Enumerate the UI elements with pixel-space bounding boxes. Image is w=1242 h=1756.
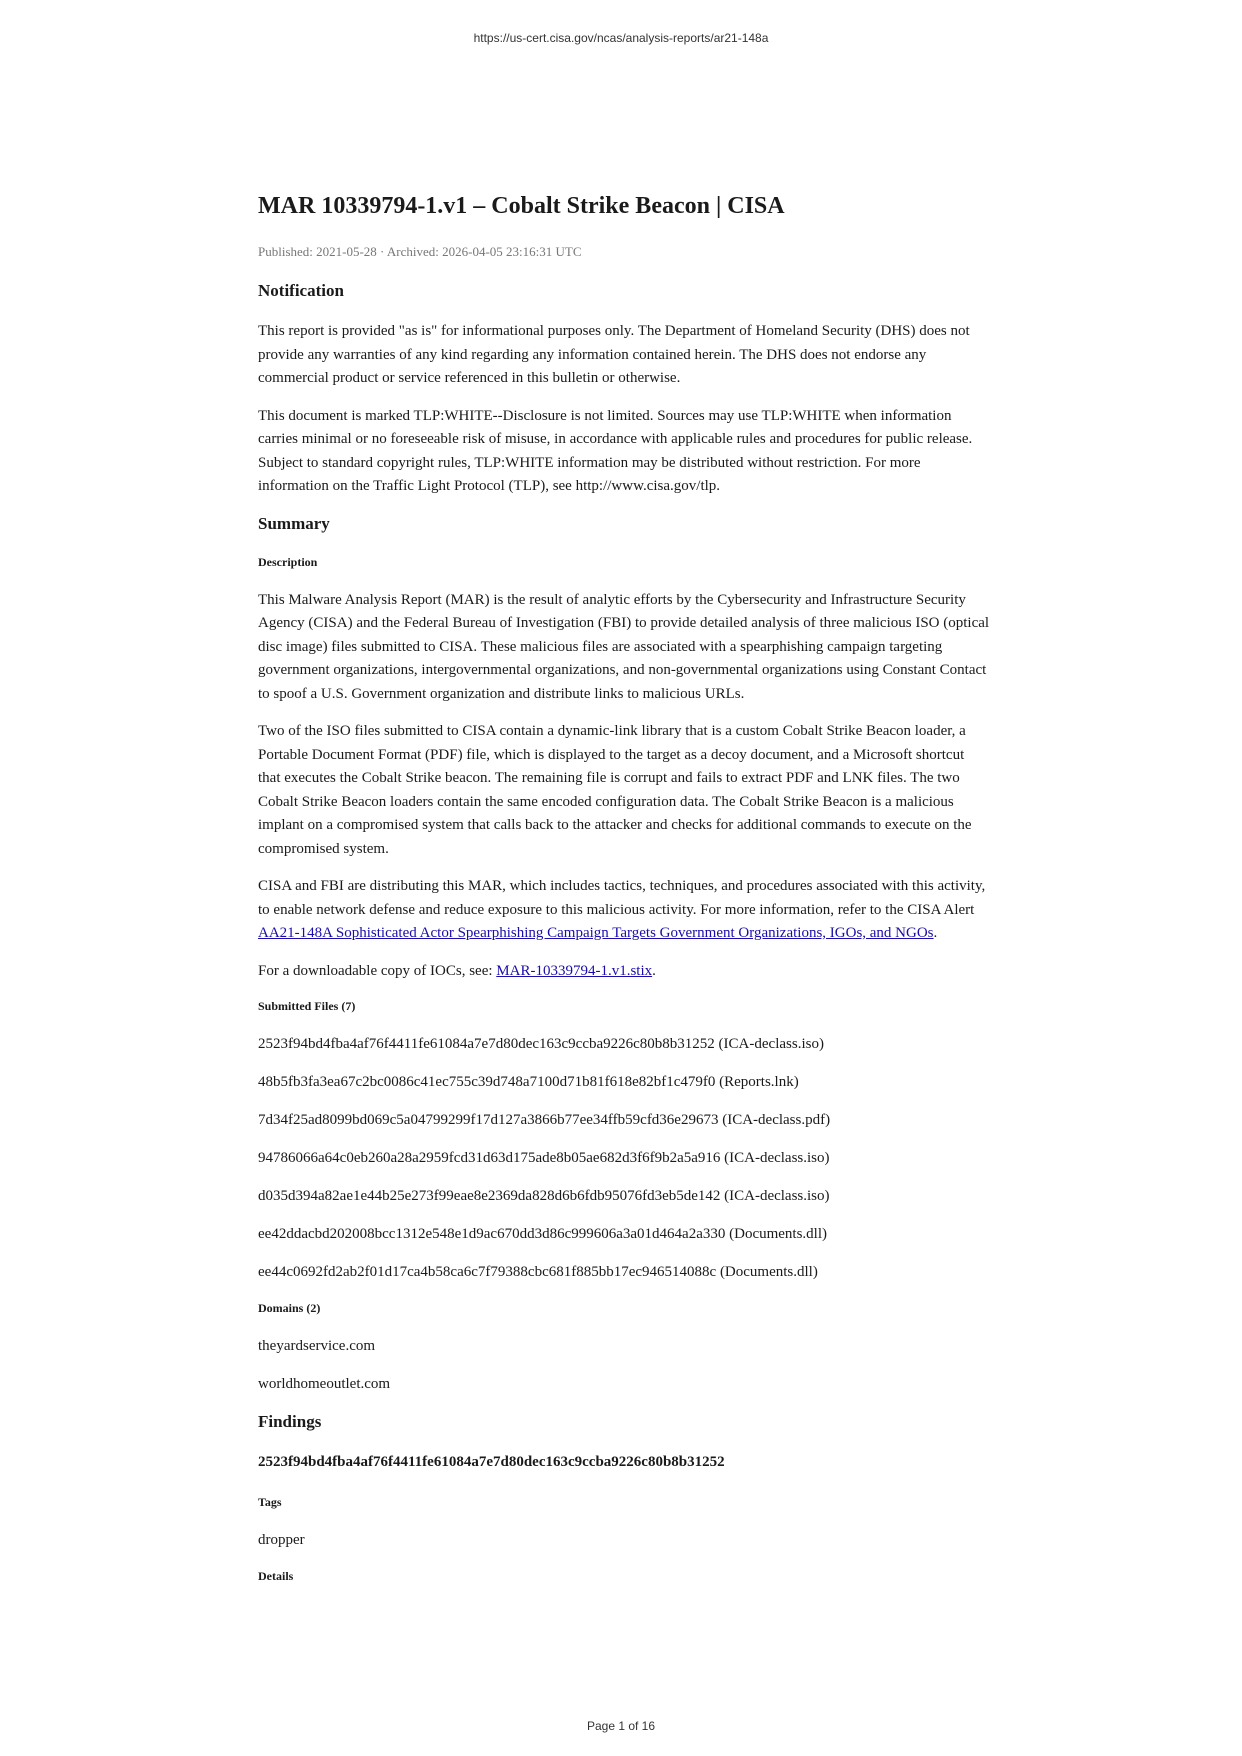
page-number: Page 1 of 16 <box>586 1719 656 1733</box>
page-title: MAR 10339794-1.v1 – Cobalt Strike Beacon | CISA <box>258 193 785 219</box>
notification-paragraph-2: This document is marked TLP:WHITE--Disclosure is not limited. Sources may use TLP:WHITE when information carries minimal or no foreseeable risk of misuse, in accordance with applicable rules and procedures for public release. Subject to standard copyright rules, TLP:WHITE information may be distributed without restriction. For more information on the Traffic Light Protocol (TLP), see http://www.cisa.gov/tlp. <box>258 407 973 494</box>
header-url: https://us-cert.cisa.gov/ncas/analysis-reports/ar21-148a <box>473 31 769 45</box>
submitted-file-item: 2523f94bd4fba4af76f4411fe61084a7e7d80dec163c9ccba9226c80b8b31252 (ICA-declass.iso) <box>258 1036 824 1052</box>
summary-paragraph-3-end: . <box>933 925 938 941</box>
domains-heading: Domains (2) <box>258 1301 321 1315</box>
submitted-file-item: d035d394a82ae1e44b25e273f99eae8e2369da828d6b6fdb95076fd3eb5de142 (ICA-declass.iso) <box>258 1188 830 1204</box>
description-heading: Description <box>258 554 318 569</box>
summary-paragraph-3-text: CISA and FBI are distributing this MAR, which includes tactics, techniques, and procedures associated with this activity, to enable network defense and reduce exposure to this malicious activity. For more information, refer to the CISA Alert <box>258 878 986 918</box>
domain-item: worldhomeoutlet.com <box>258 1376 391 1392</box>
summary-paragraph-2: Two of the ISO files submitted to CISA contain a dynamic-link library that is a custom Cobalt Strike Beacon loader, a Portable Document Format (PDF) file, which is displayed to the target as a decoy document, and a Microsoft shortcut that executes the Cobalt Strike beacon. The remaining file is corrupt and fails to extract PDF and LNK files. The two Cobalt Strike Beacon loaders contain the same encoded configuration data. The Cobalt Strike Beacon is a malicious implant on a compromised system that calls back to the attacker and checks for additional commands to execute on the compromised system. <box>258 723 972 857</box>
summary-paragraph-4-end: . <box>652 962 656 979</box>
submitted-file-item: 48b5fb3fa3ea67c2bc0086c41ec755c39d748a7100d71b81f618e82bf1c479f0 (Reports.lnk) <box>258 1074 799 1090</box>
summary-paragraph-4-text: For a downloadable copy of IOCs, see: <box>258 962 497 979</box>
summary-paragraph-1: This Malware Analysis Report (MAR) is the result of analytic efforts by the Cybersecurity and Infrastructure Security Agency (CISA) and the Federal Bureau of Investigation (FBI) to provide detailed analysis of three malicious ISO (optical disc image) files submitted to CISA. These malicious files are associated with a spearphishing campaign targeting government organizations, intergovernmental organizations, and non-governmental organizations using Constant Contact to spoof a U.S. Government organization and distribute links to malicious URLs. <box>258 591 990 702</box>
cisa-alert-link[interactable]: AA21-148A Sophisticated Actor Spearphishing Campaign Targets Government Organizations, IGOs, and NGOs <box>258 925 934 941</box>
summary-paragraph-3 <box>258 875 990 946</box>
findings-heading: Findings <box>258 1412 322 1431</box>
tag-value: dropper <box>258 1531 305 1548</box>
document-body <box>258 188 990 1603</box>
tags-heading: Tags <box>258 1494 282 1509</box>
domain-item: theyardservice.com <box>258 1338 376 1354</box>
summary-heading: Summary <box>258 513 330 533</box>
submitted-files-heading: Submitted Files (7) <box>258 999 356 1013</box>
stix-download-link[interactable]: MAR-10339794-1.v1.stix <box>496 962 653 979</box>
submitted-file-item: 94786066a64c0eb260a28a2959fcd31d63d175ade8b05ae682d3f6f9b2a5a916 (ICA-declass.iso) <box>258 1150 830 1166</box>
finding-hash: 2523f94bd4fba4af76f4411fe61084a7e7d80dec163c9ccba9226c80b8b31252 <box>258 1454 725 1470</box>
notification-heading: Notification <box>258 281 344 300</box>
submitted-file-item: ee42ddacbd202008bcc1312e548e1d9ac670dd3d86c999606a3a01d464a2a330 (Documents.dll) <box>258 1226 828 1242</box>
publish-meta: Published: 2021-05-28 · Archived: 2026-04-05 23:16:31 UTC <box>258 244 582 259</box>
submitted-file-item: ee44c0692fd2ab2f01d17ca4b58ca6c7f79388cbc681f885bb17ec946514088c (Documents.dll) <box>258 1264 818 1280</box>
details-heading: Details <box>258 1568 294 1583</box>
summary-paragraph-4 <box>258 960 990 984</box>
notification-paragraph-1: This report is provided "as is" for informational purposes only. The Department of Homeland Security (DHS) does not provide any warranties of any kind regarding any information contained herein. The DHS does not endorse any commercial product or service referenced in this bulletin or otherwise. <box>258 323 970 386</box>
submitted-file-item: 7d34f25ad8099bd069c5a04799299f17d127a3866b77ee34ffb59cfd36e29673 (ICA-declass.pdf) <box>258 1112 831 1128</box>
